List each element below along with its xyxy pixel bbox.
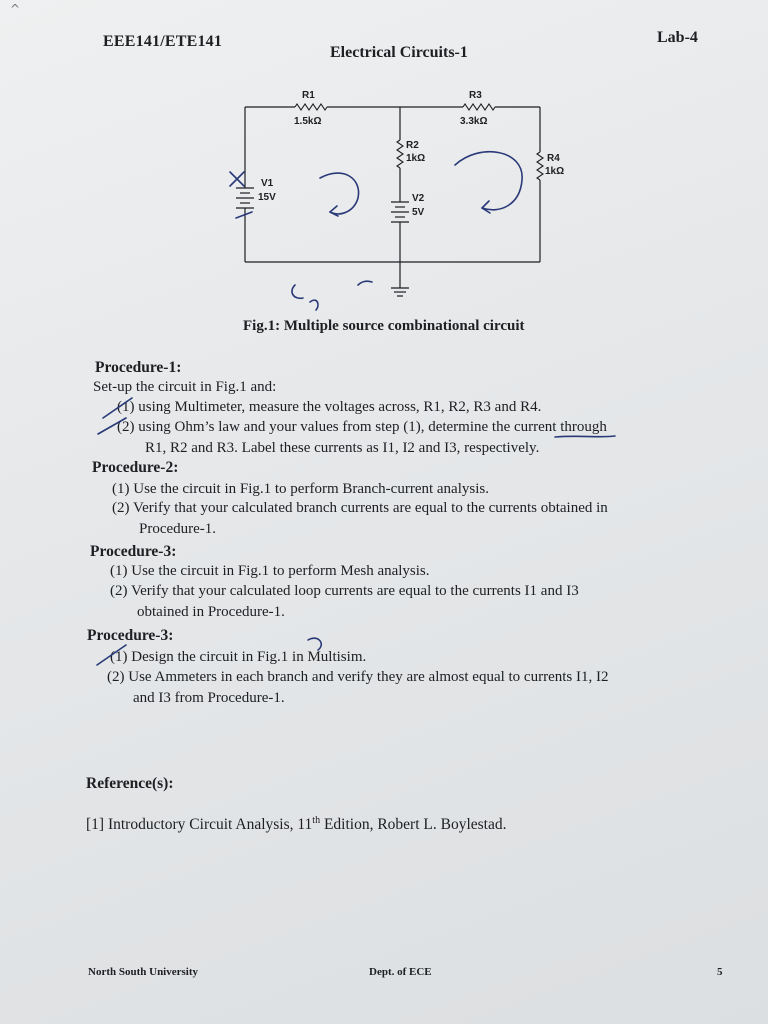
reference-text-rest: Edition, Robert L. Boylestad. [320, 816, 507, 834]
procedure-2-title: Procedure-2: [92, 459, 179, 476]
procedure-2-step-2: (2) Verify that your calculated branch currents are equal to the currents obtained in [112, 500, 608, 516]
procedure-3-step-2: (2) Verify that your calculated loop currents are equal to the currents I1 and I3 [110, 583, 579, 599]
v1-name: V1 [261, 178, 274, 189]
procedure-1-step-2: (2) using Ohm’s law and your values from step (1), determine the current through [117, 419, 607, 435]
procedure-1-step-1: (1) using Multimeter, measure the voltages across, R1, R2, R3 and R4. [117, 399, 542, 415]
v2-value: 5V [412, 207, 425, 218]
procedure-4-title: Procedure-3: [87, 627, 174, 644]
r2-value: 1kΩ [406, 153, 426, 164]
r1-value: 1.5kΩ [294, 116, 322, 127]
procedure-2-step-1: (1) Use the circuit in Fig.1 to perform Branch-current analysis. [112, 481, 489, 497]
reference-item [86, 815, 507, 834]
procedure-3-title: Procedure-3: [90, 543, 177, 560]
r4-value: 1kΩ [545, 166, 565, 177]
procedure-1-title: Procedure-1: [95, 359, 182, 376]
footer-dept: Dept. of ECE [369, 966, 432, 978]
page-number: 5 [717, 966, 723, 978]
course-code: EEE141/ETE141 [103, 33, 223, 50]
procedure-3-step-1: (1) Use the circuit in Fig.1 to perform Mesh analysis. [110, 563, 430, 579]
checkmark-2-icon [98, 418, 126, 434]
checkmark-3-icon [97, 645, 126, 665]
lab-number: Lab-4 [657, 29, 698, 46]
r3-value: 3.3kΩ [460, 116, 488, 127]
r3-name: R3 [469, 90, 482, 101]
underline-icon [555, 436, 615, 437]
page-curl-icon: ^ [10, 2, 21, 16]
procedure-2-step-2-cont: Procedure-1. [139, 521, 217, 537]
procedure-1-intro: Set-up the circuit in Fig.1 and: [93, 379, 277, 395]
procedure-4-step-1: (1) Design the circuit in Fig.1 in Multisim. [110, 649, 367, 665]
references-title: Reference(s): [86, 775, 174, 792]
v2-name: V2 [412, 193, 425, 204]
r4-name: R4 [547, 153, 560, 164]
v1-value: 15V [258, 192, 276, 203]
procedure-1-step-2-cont: R1, R2 and R3. Label these currents as I1, I2 and I3, respectively. [145, 440, 540, 456]
reference-sup: th [312, 815, 321, 826]
r1-name: R1 [302, 90, 315, 101]
procedure-4-step-2: (2) Use Ammeters in each branch and verify they are almost equal to currents I1, I2 [107, 669, 609, 685]
procedure-3-step-2-cont: obtained in Procedure-1. [137, 604, 285, 620]
subject-title: Electrical Circuits-1 [330, 44, 468, 61]
procedure-4-step-2-cont: and I3 from Procedure-1. [133, 690, 285, 706]
scribble-3-icon [308, 638, 321, 650]
r2-name: R2 [406, 140, 419, 151]
checkmark-icon [103, 398, 132, 418]
figure-caption: Fig.1: Multiple source combinational circuit [243, 318, 525, 334]
reference-text: [1] Introductory Circuit Analysis, 11 [86, 816, 313, 834]
footer-university: North South University [88, 966, 199, 978]
